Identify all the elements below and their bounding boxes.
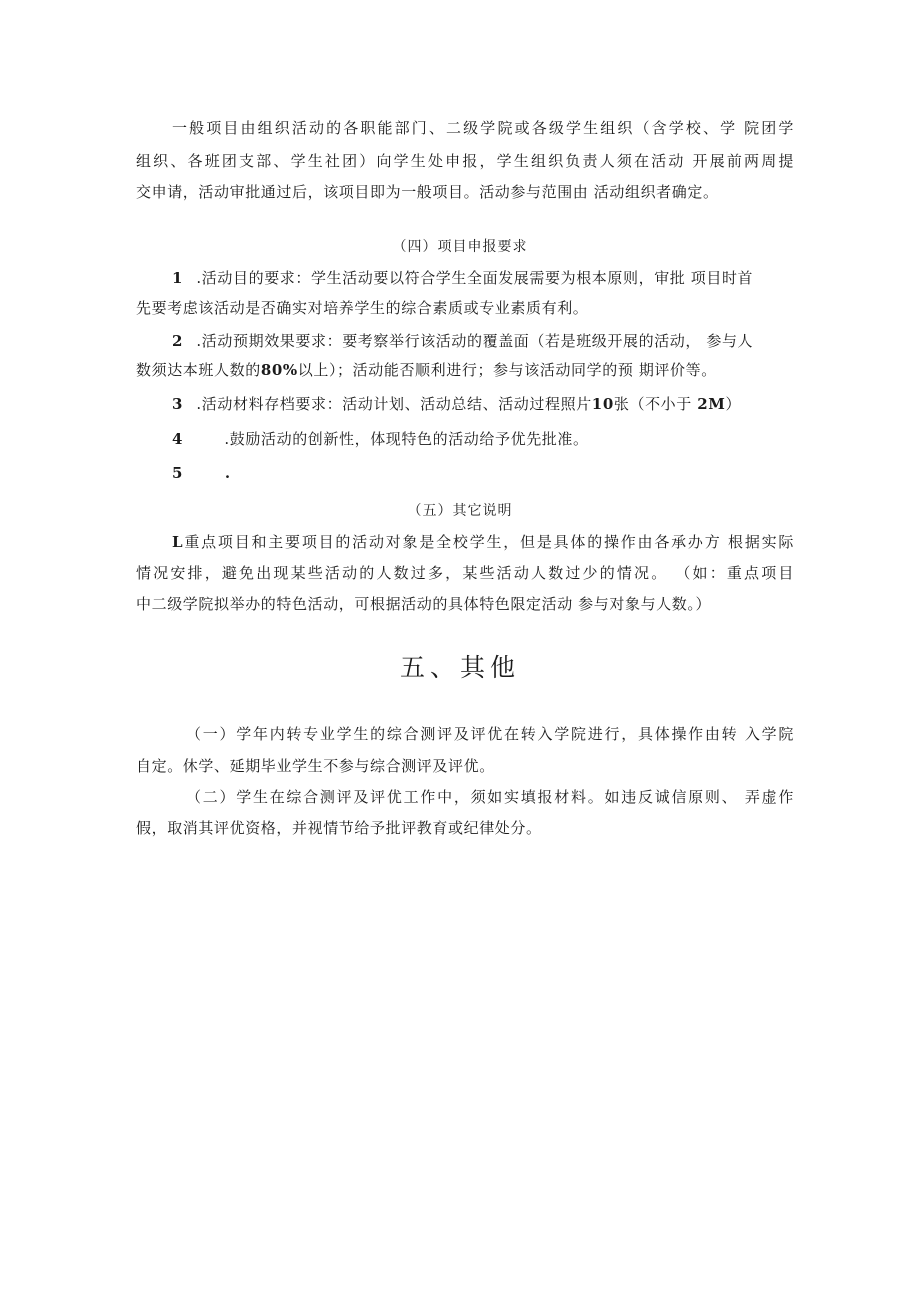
text-part: .活动材料存档要求：活动计划、活动总结、活动过程照片 [196, 395, 592, 413]
text-part: ） [725, 395, 742, 413]
part5-p2-line-1: （二）学生在综合测评及评优工作中，须如实填报材料。如违反诚信原则、 弄虚作 [186, 788, 794, 806]
list-item-number: 2 [172, 332, 184, 350]
lead-letter: L [172, 533, 184, 551]
text-part: 数须达本班人数的 [136, 361, 261, 379]
list-item-5 [172, 463, 231, 483]
chapter-title: 五、其他 [399, 653, 520, 682]
part5-p2-line-2: 假，取消其评优资格，并视情节给予批评教育或纪律处分。 [136, 819, 542, 837]
intro-line-3: 交申请，活动审批通过后，该项目即为一般项目。活动参与范围由 活动组织者确定。 [136, 183, 719, 201]
list-item-1-cont: 先要考虑该活动是否确实对培养学生的综合素质或专业素质有利。 [136, 299, 589, 317]
section5-line-1 [172, 532, 794, 552]
list-item-2 [172, 331, 753, 351]
part5-p1-line-2: 自定。休学、延期毕业学生不参与综合测评及评优。 [136, 757, 495, 775]
intro-line-2: 组织、各班团支部、学生社团）向学生处申报，学生组织负责人须在活动 开展前两周提 [136, 152, 794, 170]
list-item-1 [172, 268, 794, 288]
list-item-number: 3 [172, 395, 184, 413]
text-part: 张（不小于 [613, 395, 698, 413]
list-item-number: 4 [172, 430, 184, 448]
list-item-text: .活动目的要求：学生活动要以符合学生全面发展需要为根本原则，审批 项目时首 [196, 269, 754, 287]
section5-line-2: 情况安排，避免出现某些活动的人数过多，某些活动人数过少的情况。 （如：重点项目 [136, 564, 794, 582]
list-item-text: .活动预期效果要求：要考察举行该活动的覆盖面（若是班级开展的活动， 参与人 [196, 332, 754, 350]
photo-count: 10 [591, 395, 614, 413]
intro-line-1: 一般项目由组织活动的各职能部门、二级学院或各级学生组织（含学校、学 院团学 [172, 119, 794, 137]
list-item-text: .鼓励活动的创新性，体现特色的活动给予优先批准。 [224, 430, 589, 448]
list-item-number: 1 [172, 269, 184, 287]
list-item-text: . [224, 464, 231, 482]
list-item-3 [172, 394, 741, 414]
section-heading-4: （四）项目申报要求 [392, 239, 528, 255]
list-item-number: 5 [172, 464, 184, 482]
percent-value: 80% [260, 361, 298, 379]
size-value: 2M [697, 395, 726, 413]
section5-line-3: 中二级学院拟举办的特色活动，可根据活动的具体特色限定活动 参与对象与人数。） [136, 595, 712, 613]
list-item-4 [172, 429, 589, 449]
part5-p1-line-1: （一）学年内转专业学生的综合测评及评优在转入学院进行，具体操作由转 入学院 [186, 725, 794, 743]
text-part: 重点项目和主要项目的活动对象是全校学生，但是具体的操作由各承办方 根据实际 [183, 533, 794, 551]
text-part: 以上）；活动能否顺利进行；参与该活动同学的预 期评价等。 [297, 361, 717, 379]
section-heading-5: （五）其它说明 [407, 503, 513, 519]
list-item-2-cont [136, 360, 717, 380]
